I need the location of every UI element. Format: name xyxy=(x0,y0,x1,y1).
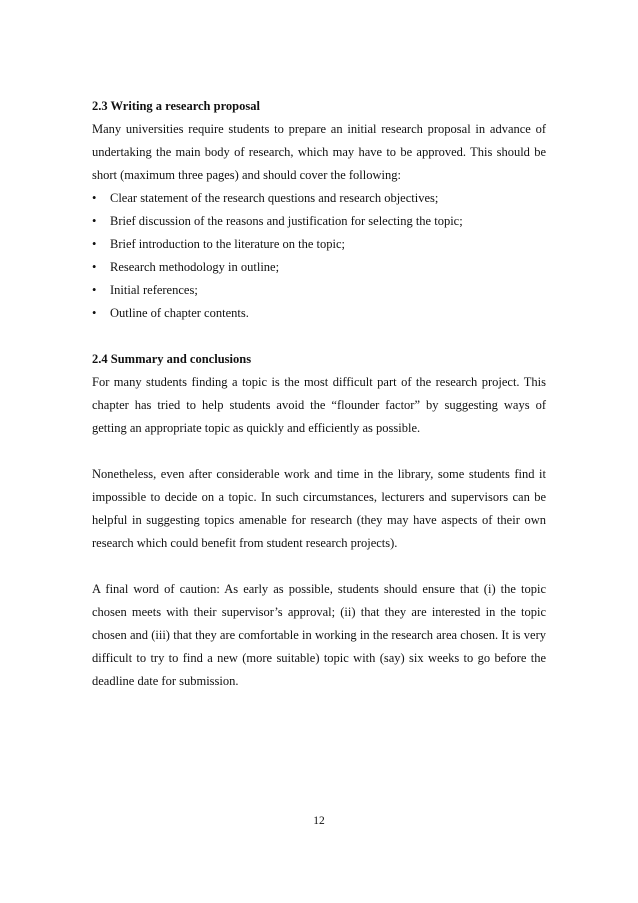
list-item xyxy=(92,279,546,302)
page-number: 12 xyxy=(313,815,325,827)
summary-paragraph-2: Nonetheless, even after considerable work and time in the library, some students find it impossible to decide on a topic. In such circumstances, lecturers and supervisors can be helpful in suggesting topics amenable for research (they may have aspects of their own research which could benefit from student research projects). xyxy=(92,467,546,550)
bullet-icon: • xyxy=(92,306,97,320)
list-item xyxy=(92,233,546,256)
list-item xyxy=(92,187,546,210)
section-heading-writing-proposal: 2.3 Writing a research proposal xyxy=(92,99,260,113)
section-spacer xyxy=(92,325,546,348)
proposal-intro-paragraph: Many universities require students to prepare an initial research proposal in advance of undertaking the main body of research, which may have to be approved. This should be short (maximum three pages) and should cover the following: xyxy=(92,122,546,182)
bullet-icon: • xyxy=(92,214,97,228)
list-item xyxy=(92,256,546,279)
bullet-icon: • xyxy=(92,283,97,297)
paragraph-spacer xyxy=(92,555,546,578)
summary-paragraph-1: For many students finding a topic is the most difficult part of the research project. This chapter has tried to help students avoid the “flounder factor” by suggesting ways of getting an appropriate topic as quickly and efficiently as possible. xyxy=(92,375,546,435)
list-item-text: Brief introduction to the literature on the topic; xyxy=(110,237,346,251)
proposal-contents-list xyxy=(92,187,546,325)
list-item-text: Brief discussion of the reasons and justification for selecting the topic; xyxy=(110,214,463,228)
bullet-icon: • xyxy=(92,260,97,274)
bullet-icon: • xyxy=(92,237,97,251)
list-item-text: Clear statement of the research questions and research objectives; xyxy=(110,191,439,205)
list-item-text: Initial references; xyxy=(110,283,198,297)
list-item xyxy=(92,210,546,233)
list-item-text: Research methodology in outline; xyxy=(110,260,280,274)
section-heading-summary-conclusions: 2.4 Summary and conclusions xyxy=(92,352,252,366)
list-item xyxy=(92,302,546,325)
summary-paragraph-3: A final word of caution: As early as possible, students should ensure that (i) the topic chosen meets with their supervisor’s approval; (ii) that they are interested in the topic chosen and (iii) that they are comfortable in working in the research area chosen. It is very difficult to try to find a new (more suitable) topic with (say) six weeks to go before the deadline date for submission. xyxy=(92,582,546,688)
list-item-text: Outline of chapter contents. xyxy=(110,306,249,320)
bullet-icon: • xyxy=(92,191,97,205)
paragraph-spacer xyxy=(92,440,546,463)
page-body xyxy=(92,95,546,693)
